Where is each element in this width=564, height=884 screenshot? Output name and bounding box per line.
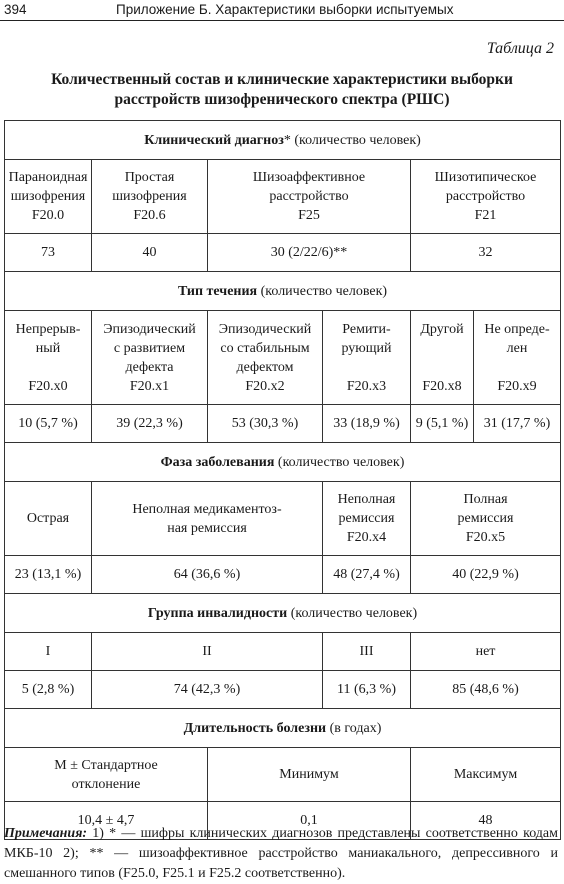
phase-names-row bbox=[5, 482, 561, 556]
caption-line-2: расстройств шизофренического спектра (РШС) bbox=[114, 91, 450, 108]
disability-cell: нет bbox=[411, 633, 561, 671]
course-cell: Не опреде- лен F20.x9 bbox=[474, 311, 561, 405]
disability-counts-row bbox=[5, 671, 561, 709]
count-cell: 11 (6,3 %) bbox=[323, 671, 411, 709]
duration-cell: Минимум bbox=[208, 748, 411, 802]
course-counts-row bbox=[5, 405, 561, 443]
course-cell: Другой F20.x8 bbox=[411, 311, 474, 405]
count-cell: 31 (17,7 %) bbox=[474, 405, 561, 443]
disability-cell: III bbox=[323, 633, 411, 671]
phase-cell: Полная ремиссия F20.x5 bbox=[411, 482, 561, 556]
running-head bbox=[4, 1, 560, 19]
section-title-duration: Длительность болезни (в годах) bbox=[5, 709, 561, 748]
disability-names-row bbox=[5, 633, 561, 671]
duration-names-row bbox=[5, 748, 561, 802]
section-header-row bbox=[5, 121, 561, 160]
diagnosis-names-row bbox=[5, 160, 561, 234]
section-title-course: Тип течения (количество человек) bbox=[5, 272, 561, 311]
diagnosis-cell: Параноидная шизофрения F20.0 bbox=[5, 160, 92, 234]
course-cell: Эпизодический со стабильным дефектом F20.x2 bbox=[208, 311, 323, 405]
count-cell: 53 (30,3 %) bbox=[208, 405, 323, 443]
section-title-diagnosis: Клинический диагноз* (количество человек) bbox=[5, 121, 561, 160]
count-cell: 30 (2/22/6)** bbox=[208, 234, 411, 272]
section-title-phase: Фаза заболевания (количество человек) bbox=[5, 443, 561, 482]
phase-cell: Неполная ремиссия F20.x4 bbox=[323, 482, 411, 556]
diagnosis-cell: Простая шизофрения F20.6 bbox=[92, 160, 208, 234]
course-names-row bbox=[5, 311, 561, 405]
duration-cell: M ± Стандартное отклонение bbox=[5, 748, 208, 802]
section-title-disability: Группа инвалидности (количество человек) bbox=[5, 594, 561, 633]
sample-table bbox=[4, 120, 561, 840]
phase-cell: Неполная медикаментоз- ная ремиссия bbox=[92, 482, 323, 556]
count-cell: 5 (2,8 %) bbox=[5, 671, 92, 709]
course-cell: Эпизодический с развитием дефекта F20.x1 bbox=[92, 311, 208, 405]
section-header-row bbox=[5, 709, 561, 748]
notes-label: Примечания: bbox=[4, 826, 88, 841]
count-cell: 39 (22,3 %) bbox=[92, 405, 208, 443]
value-cell: 0,1 bbox=[208, 802, 411, 840]
count-cell: 9 (5,1 %) bbox=[411, 405, 474, 443]
course-cell: Непрерыв- ный F20.x0 bbox=[5, 311, 92, 405]
disability-cell: II bbox=[92, 633, 323, 671]
count-cell: 32 bbox=[411, 234, 561, 272]
table-label: Таблица 2 bbox=[486, 40, 554, 57]
count-cell: 23 (13,1 %) bbox=[5, 556, 92, 594]
section-header-row bbox=[5, 594, 561, 633]
section-header-row bbox=[5, 443, 561, 482]
page-number: 394 bbox=[4, 2, 27, 17]
count-cell: 10 (5,7 %) bbox=[5, 405, 92, 443]
value-cell: 10,4 ± 4,7 bbox=[5, 802, 208, 840]
count-cell: 74 (42,3 %) bbox=[92, 671, 323, 709]
disability-cell: I bbox=[5, 633, 92, 671]
count-cell: 64 (36,6 %) bbox=[92, 556, 323, 594]
caption-line-1: Количественный состав и клинические характеристики выборки bbox=[51, 71, 513, 88]
diagnosis-cell: Шизоаффективное расстройство F25 bbox=[208, 160, 411, 234]
phase-cell: Острая bbox=[5, 482, 92, 556]
section-header-row bbox=[5, 272, 561, 311]
duration-cell: Максимум bbox=[411, 748, 561, 802]
count-cell: 40 (22,9 %) bbox=[411, 556, 561, 594]
count-cell: 48 (27,4 %) bbox=[323, 556, 411, 594]
count-cell: 85 (48,6 %) bbox=[411, 671, 561, 709]
count-cell: 73 bbox=[5, 234, 92, 272]
running-title: Приложение Б. Характеристики выборки испытуемых bbox=[116, 2, 454, 17]
diagnosis-cell: Шизотипическое расстройство F21 bbox=[411, 160, 561, 234]
count-cell: 33 (18,9 %) bbox=[323, 405, 411, 443]
course-cell: Ремити- рующий F20.x3 bbox=[323, 311, 411, 405]
count-cell: 40 bbox=[92, 234, 208, 272]
phase-counts-row bbox=[5, 556, 561, 594]
diagnosis-counts-row bbox=[5, 234, 561, 272]
table-caption bbox=[0, 70, 564, 110]
notes-text: 1) * — шифры клинических диагнозов представлены соответственно кодам МКБ-10 2); ** — шизоаффективное расстройство маниакального, депрессивного и смешанного типов (F25.0, F25.1 и F25.2 соответственно). bbox=[4, 826, 558, 881]
header-rule bbox=[0, 20, 564, 21]
table-notes bbox=[4, 824, 558, 884]
value-cell: 48 bbox=[411, 802, 561, 840]
